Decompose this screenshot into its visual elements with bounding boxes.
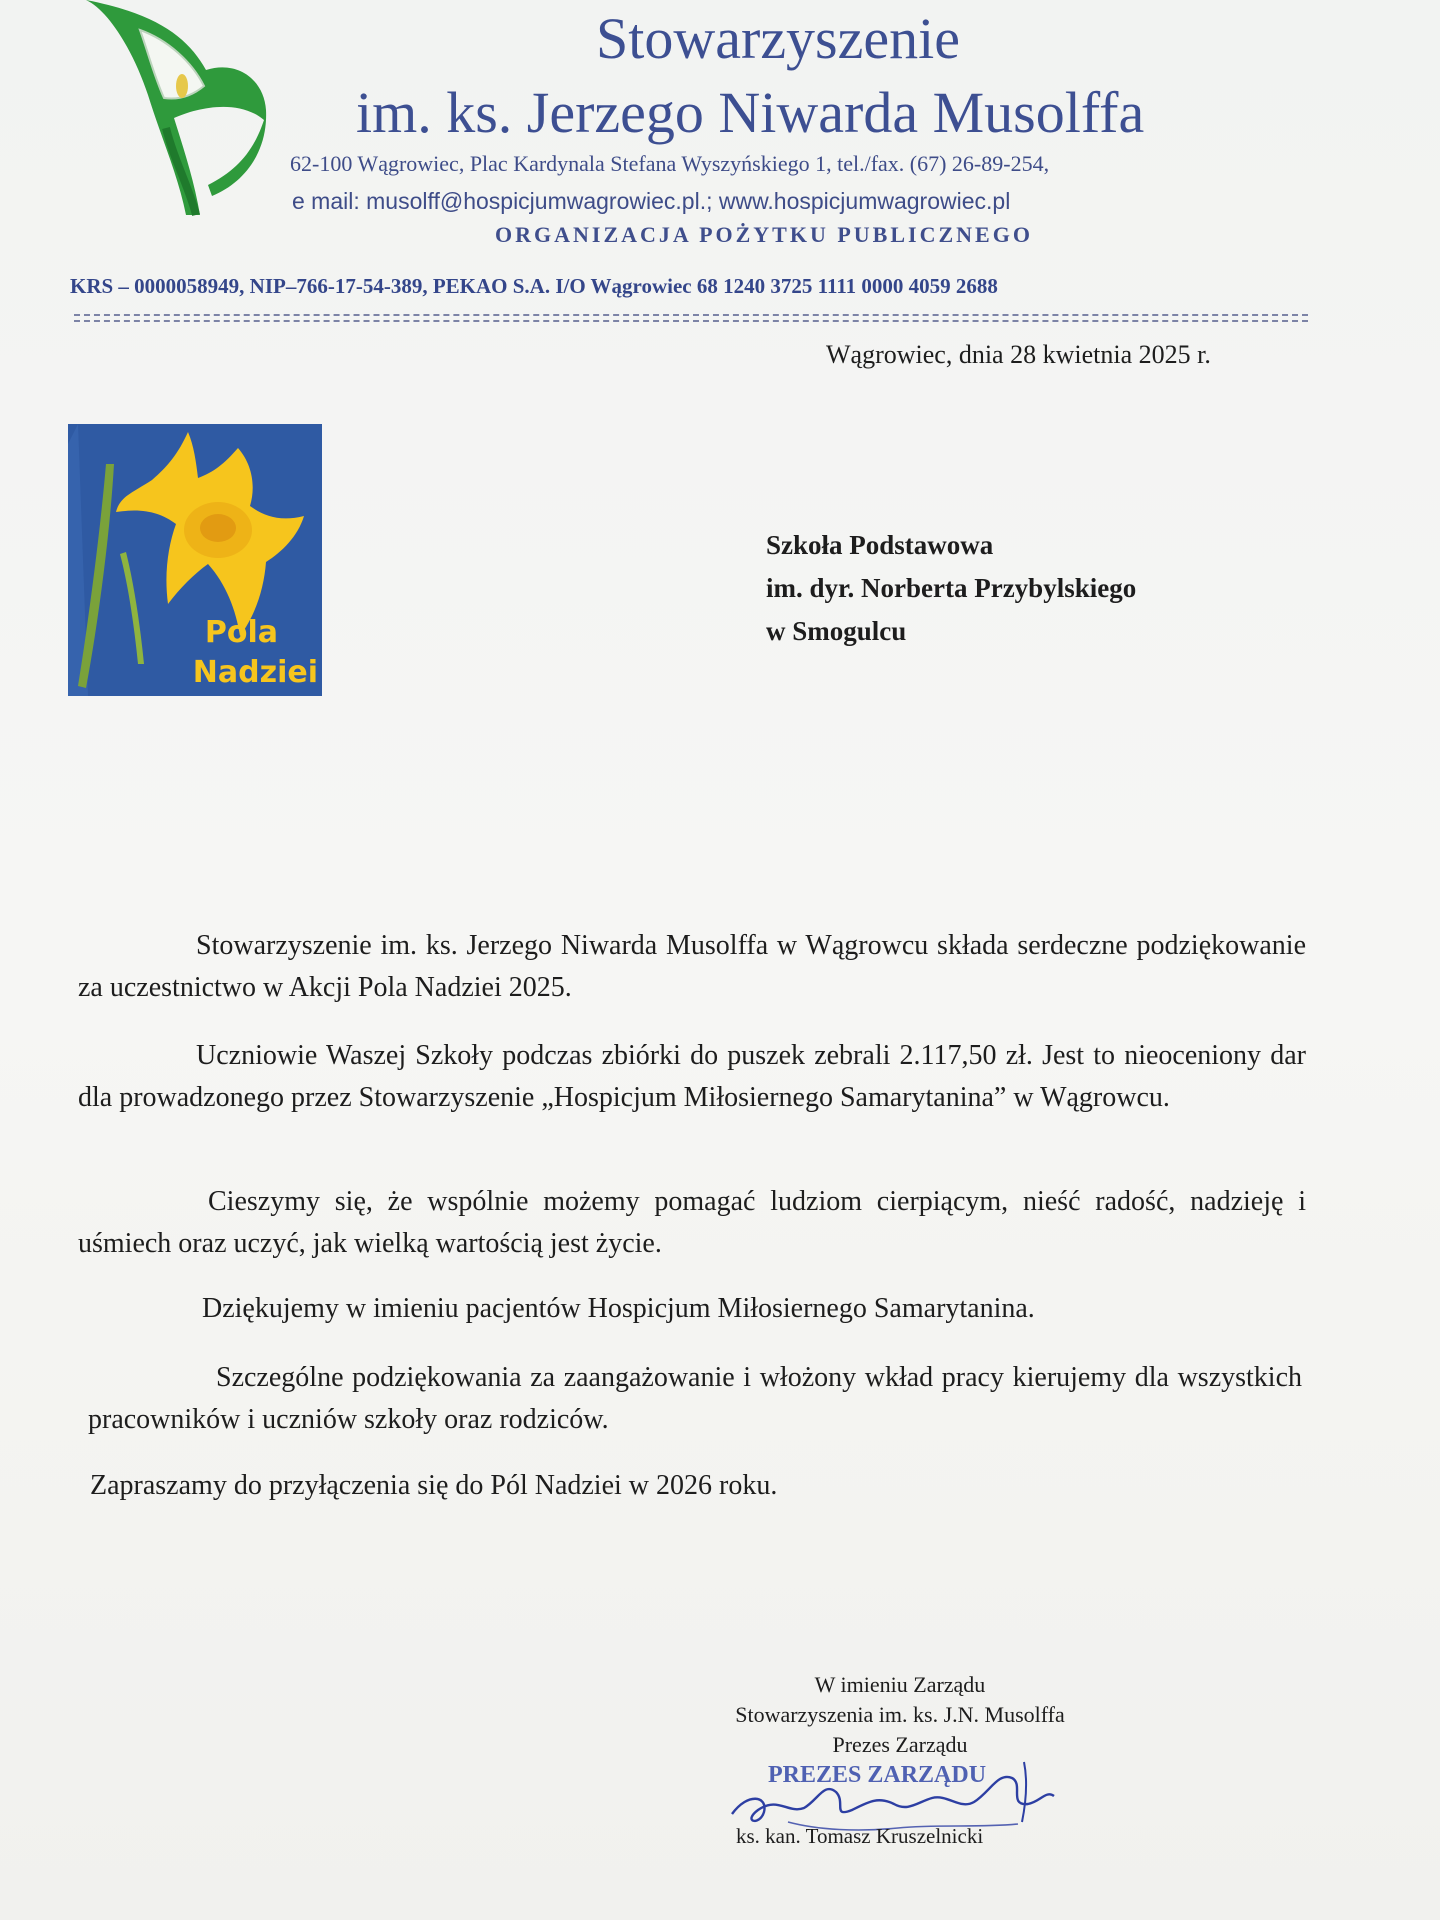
body-paragraph-5: Szczególne podziękowania za zaangażowanie i włożony wkład pracy kierujemy dla wszystkich pracowników i uczniów szkoły oraz rodziców.: [88, 1362, 1302, 1435]
pola-logo-text-1: Pola: [204, 615, 278, 650]
body-paragraph-6: Zapraszamy do przyłączenia się do Pól Nadziei w 2026 roku.: [90, 1470, 778, 1501]
closing-line1: W imieniu Zarządu: [814, 1672, 986, 1697]
calla-lily-logo: [78, 0, 268, 225]
registry-line: KRS – 0000058949, NIP–766-17-54-389, PEKAO S.A. I/O Wągrowiec 68 1240 3725 1111 0000 4059 2688: [70, 274, 998, 298]
recipient-line1: Szkoła Podstawowa: [766, 530, 994, 560]
body-paragraph-3: Cieszymy się, że wspólnie możemy pomagać ludziom cierpiącym, nieść radość, nadzieję i uśmiech oraz uczyć, jak wielką wartością jest życie.: [78, 1186, 1306, 1259]
address-line: 62-100 Wągrowiec, Plac Kardynala Stefana Wyszyńskiego 1, tel./fax. (67) 26-89-254,: [290, 151, 1050, 176]
opp-label: ORGANIZACJA POŻYTKU PUBLICZNEGO: [495, 222, 1033, 247]
org-name-line2: im. ks. Jerzego Niwarda Musolffa: [356, 80, 1145, 145]
divider-rule: [74, 320, 1308, 322]
pola-nadziei-logo: [68, 424, 322, 696]
closing-line2: Stowarzyszenia im. ks. J.N. Musolffa: [735, 1702, 1065, 1727]
body-paragraph-1: Stowarzyszenie im. ks. Jerzego Niwarda Musolffa w Wągrowcu składa serdeczne podziękowanie za uczestnictwo w Akcji Pola Nadziei 2025.: [78, 930, 1306, 1003]
signer-name: ks. kan. Tomasz Kruszelnicki: [736, 1824, 984, 1848]
closing-block: [690, 1670, 1110, 1760]
body-paragraph-4: Dziękujemy w imieniu pacjentów Hospicjum Miłosiernego Samarytanina.: [202, 1293, 1035, 1324]
closing-line3: Prezes Zarządu: [832, 1732, 968, 1757]
stamp-text: PREZES ZARZĄDU: [768, 1762, 987, 1788]
recipient-line2: im. dyr. Norberta Przybylskiego: [766, 573, 1137, 603]
date-line: Wągrowiec, dnia 28 kwietnia 2025 r.: [826, 340, 1211, 369]
pola-logo-text-2: Nadziei: [192, 655, 318, 690]
email-web-line: e mail: musolff@hospicjumwagrowiec.pl.; www.hospicjumwagrowiec.pl: [292, 188, 1011, 214]
recipient-line3: w Smogulcu: [766, 616, 907, 646]
recipient-address: [766, 524, 1136, 653]
divider-rule: [74, 314, 1308, 316]
body-paragraph-2: Uczniowie Waszej Szkoły podczas zbiórki do puszek zebrali 2.117,50 zł. Jest to nieoceniony dar dla prowadzonego przez Stowarzyszenie „Hospicjum Miłosiernego Samarytanina” w Wągrowcu.: [78, 1040, 1306, 1113]
org-name-line1: Stowarzyszenie: [596, 6, 960, 71]
